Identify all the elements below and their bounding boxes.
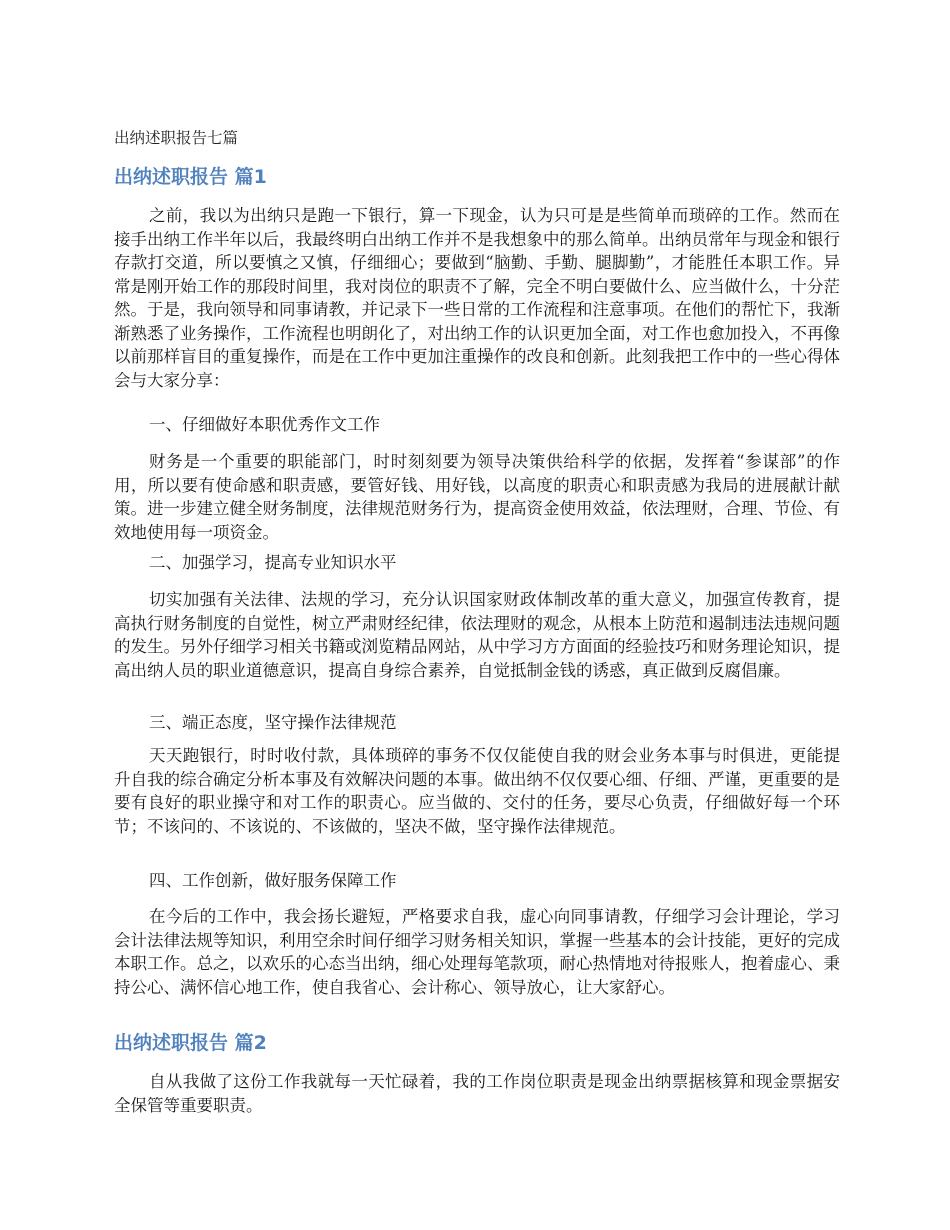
point-4-title: 四、工作创新，做好服务保障工作 xyxy=(149,871,397,890)
section-2-intro: 自从我做了这份工作我就每一天忙碌着，我的工作岗位职责是现金出纳票据核算和现金票据安全保管等重要职责。 xyxy=(114,1072,840,1115)
point-2-body: 切实加强有关法律、法规的学习，充分认识国家财政体制改革的重大意义，加强宣传教育，提高执行财务制度的自觉性，树立严肃财经纪律，依法理财的观念，从根本上防范和遏制违法违规问题的发生。另外仔细学习相关书籍或浏览精品网站，从中学习方方面面的经验技巧和财务理论知识，提高出纳人员的职业道德意识，提高自身综合素养，自觉抵制金钱的诱惑，真正做到反腐倡廉。 xyxy=(114,590,840,680)
section-heading-2: 出纳述职报告 篇2 xyxy=(114,1032,267,1054)
point-1-body: 财务是一个重要的职能部门，时时刻刻要为领导决策供给科学的依据，发挥着“参谋部”的作用，所以要有使命感和职责感，要管好钱、用好钱，以高度的职责心和职责感为我局的进展献计献策。进一步建立健全财务制度，法律规范财务行为，提高资金使用效益，依法理财，合理、节俭、有效地使用每一项资金。 xyxy=(114,452,840,542)
point-4-body: 在今后的工作中，我会扬长避短，严格要求自我，虚心向同事请教，仔细学习会计理论，学习会计法律法规等知识，利用空余时间仔细学习财务相关知识，掌握一些基本的会计技能，更好的完成本职工作。总之，以欢乐的心态当出纳，细心处理每笔款项，耐心热情地对待报账人，抱着虚心、秉持公心、满怀信心地工作，使自我省心、会计称心、领导放心，让大家舒心。 xyxy=(114,907,840,997)
section-heading-1: 出纳述职报告 篇1 xyxy=(114,166,267,188)
point-3-title: 三、端正态度，坚守操作法律规范 xyxy=(149,713,397,732)
point-2-title: 二、加强学习，提高专业知识水平 xyxy=(149,553,397,572)
point-1-title: 一、仔细做好本职优秀作文工作 xyxy=(149,415,380,434)
document-title: 出纳述职报告七篇 xyxy=(114,129,239,147)
point-3-body: 天天跑银行，时时收付款，具体琐碎的事务不仅仅能使自我的财会业务本事与时俱进，更能提升自我的综合确定分析本事及有效解决问题的本事。做出纳不仅仅要心细、仔细、严谨，更重要的是要有良好的职业操守和对工作的职责心。应当做的、交付的任务，要尽心负责，仔细做好每一个环节；不该问的、不该说的、不该做的，坚决不做，坚守操作法律规范。 xyxy=(114,746,840,836)
section-1-intro: 之前，我以为出纳只是跑一下银行，算一下现金，认为只可是是些简单而琐碎的工作。然而在接手出纳工作半年以后，我最终明白出纳工作并不是我想象中的那么简单。出纳员常年与现金和银行存款打交道，所以要慎之又慎，仔细细心；要做到“脑勤、手勤、腿脚勤”，才能胜任本职工作。异常是刚开始工作的那段时间里，我对岗位的职责不了解，完全不明白要做什么、应当做什么，十分茫然。于是，我向领导和同事请教，并记录下一些日常的工作流程和注意事项。在他们的帮忙下，我渐渐熟悉了业务操作，工作流程也明朗化了，对出纳工作的认识更加全面，对工作也愈加投入，不再像以前那样盲目的重复操作，而是在工作中更加注重操作的改良和创新。此刻我把工作中的一些心得体会与大家分享： xyxy=(114,206,840,390)
